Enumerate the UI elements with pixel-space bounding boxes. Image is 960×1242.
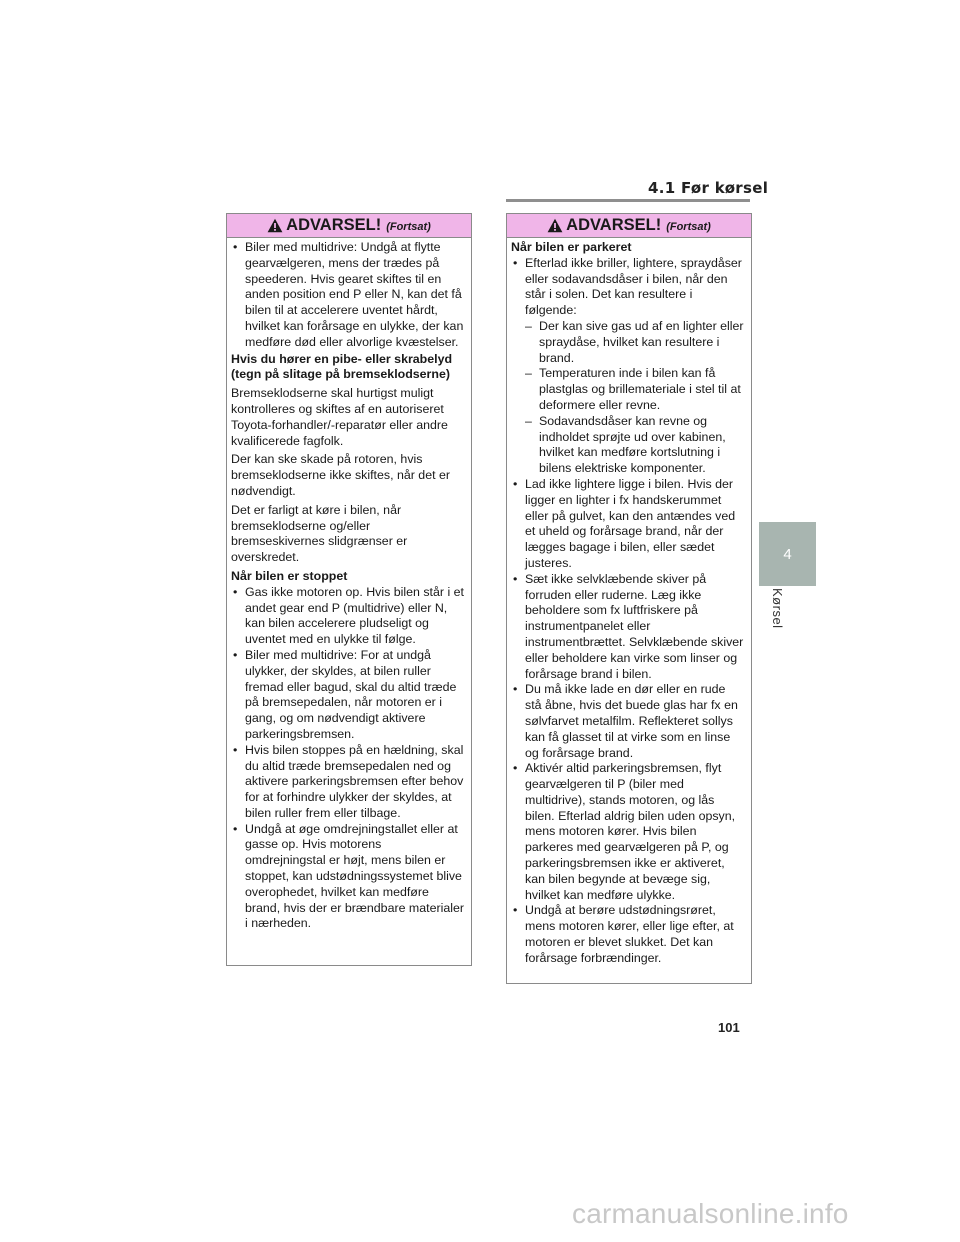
- warning-triangle-icon: [267, 218, 283, 233]
- paragraph: Der kan ske skade på rotoren, hvis bremseklodserne ikke skiftes, når det er nødvendigt.: [231, 452, 450, 498]
- warning-box-left: [226, 213, 472, 966]
- watermark: carmanualsonline.info: [572, 1198, 849, 1229]
- list-item: • Undgå at øge omdrejningstallet eller at gasse op. Hvis motorens omdrejningstal er højt, mens bilen er stoppet, kan udstødningssystemet blive overophedet, hvilket kan medføre brand, hvis der er brændbare materialer i nærheden.: [231, 822, 465, 933]
- list-item: • Undgå at berøre udstødningsrøret, mens motoren kører, eller lige efter, at motoren er blevet slukket. Det kan forårsage forbrændinger.: [511, 903, 745, 966]
- bullet-list: [231, 585, 465, 933]
- page-number: 101: [718, 1020, 740, 1035]
- chapter-number: 4: [783, 545, 792, 563]
- warning-body: [507, 238, 751, 967]
- warning-title: ADVARSEL!: [286, 216, 382, 234]
- chapter-tab[interactable]: [759, 522, 816, 586]
- list-item: • Biler med multidrive: Undgå at flytte gearvælgeren, mens der trædes på speederen. Hvis gearet skiftes til en anden position end P eller N, kan det få bilen til at accelerere uventet hårdt, hvilket kan forårsage en ulykke, der kan medføre død eller alvorlige kvæstelser.: [231, 240, 465, 351]
- dash-item: – Temperaturen inde i bilen kan få plastglas og brillemateriale i stel til at deformere eller revne.: [525, 366, 745, 413]
- dash-item: – Sodavandsdåser kan revne og indholdet sprøjte ud over kabinen, hvilket kan medføre kortslutning i bilens elektriske komponenter.: [525, 414, 745, 477]
- warning-header: [507, 214, 751, 238]
- list-item: • Du må ikke lade en dør eller en rude stå åbne, hvis det buede glas har fx en sølvfarvet metalfilm. Reflekteret sollys kan få glasset til at virke som en linse og forårsage brand.: [511, 682, 745, 761]
- warning-continued: (Fortsat): [386, 221, 431, 233]
- list-item: • Gas ikke motoren op. Hvis bilen står i et andet gear end P (multidrive) eller N, kan bilen accelerere pludseligt og uventet med en ulykke til følge.: [231, 585, 465, 648]
- section-header: 4.1 Før kørsel: [648, 179, 769, 197]
- paragraph: Bremseklodserne skal hurtigst muligt kontrolleres og skiftes af en autoriseret Toyota-forhandler/-reparatør eller andre kvalificerede fagfolk.: [231, 386, 448, 448]
- bullet-list: [511, 256, 745, 967]
- warning-header: [227, 214, 471, 238]
- list-item: • Aktivér altid parkeringsbremsen, flyt gearvælgeren til P (biler med multidrive), stands motoren, og lås bilen. Efterlad aldrig bilen uden opsyn, mens motoren kører. Hvis bilen parkeres med gearvælgeren på P, og parkeringsbremsen ikke er aktiveret, kan bilen begynde at bevæge sig, hvilket kan medføre ulykke.: [511, 761, 745, 903]
- warning-triangle-icon: [547, 218, 563, 233]
- subheading: Når bilen er parkeret: [511, 240, 632, 254]
- list-item: • Biler med multidrive: For at undgå ulykker, der skyldes, at bilen ruller fremad eller bagud, skal du altid træde på bremsepedalen, når motoren er i gang, og om nødvendigt aktivere parkeringsbremsen.: [231, 648, 465, 743]
- subheading: Hvis du hører en pibe- eller skrabelyd (tegn på slitage på bremseklodserne): [231, 351, 453, 382]
- bullet-list: [231, 240, 465, 351]
- warning-continued: (Fortsat): [666, 221, 711, 233]
- dash-item: – Der kan sive gas ud af en lighter eller spraydåse, hvilket kan resultere i brand.: [525, 319, 745, 366]
- chapter-label: Kørsel: [770, 588, 785, 629]
- list-item: • Lad ikke lightere ligge i bilen. Hvis der ligger en lighter i fx handskerummet eller på gulvet, kan den antændes ved et uheld og forårsage brand, når der lægges bagage i bilen, eller sædet justeres.: [511, 477, 745, 572]
- warning-body: [227, 238, 471, 932]
- section-rule: [506, 199, 750, 202]
- dash-list: [525, 319, 745, 477]
- list-item: • Hvis bilen stoppes på en hældning, skal du altid træde bremsepedalen ned og aktivere parkeringsbremsen efter behov for at forhindre ulykker der skyldes, at bilen ruller frem eller tilbage.: [231, 743, 465, 822]
- list-item-text: Efterlad ikke briller, lightere, spraydåser eller sodavandsdåser i bilen, når den står i solen. Det kan resultere i følgende:: [525, 255, 742, 318]
- subheading: Når bilen er stoppet: [231, 568, 348, 583]
- warning-box-right: [506, 213, 752, 984]
- list-item: • Sæt ikke selvklæbende skiver på forruden eller ruderne. Læg ikke beholdere som fx luftfriskere på instrumentpanelet eller instrumentbrættet. Selvklæbende skiver eller beholdere kan virke som linser og forårsage brand i bilen.: [511, 572, 745, 683]
- warning-title: ADVARSEL!: [566, 216, 662, 234]
- list-item: [511, 256, 745, 477]
- paragraph: Det er farligt at køre i bilen, når bremseklodserne og/eller bremseskivernes slidgrænser er overskredet.: [231, 502, 408, 565]
